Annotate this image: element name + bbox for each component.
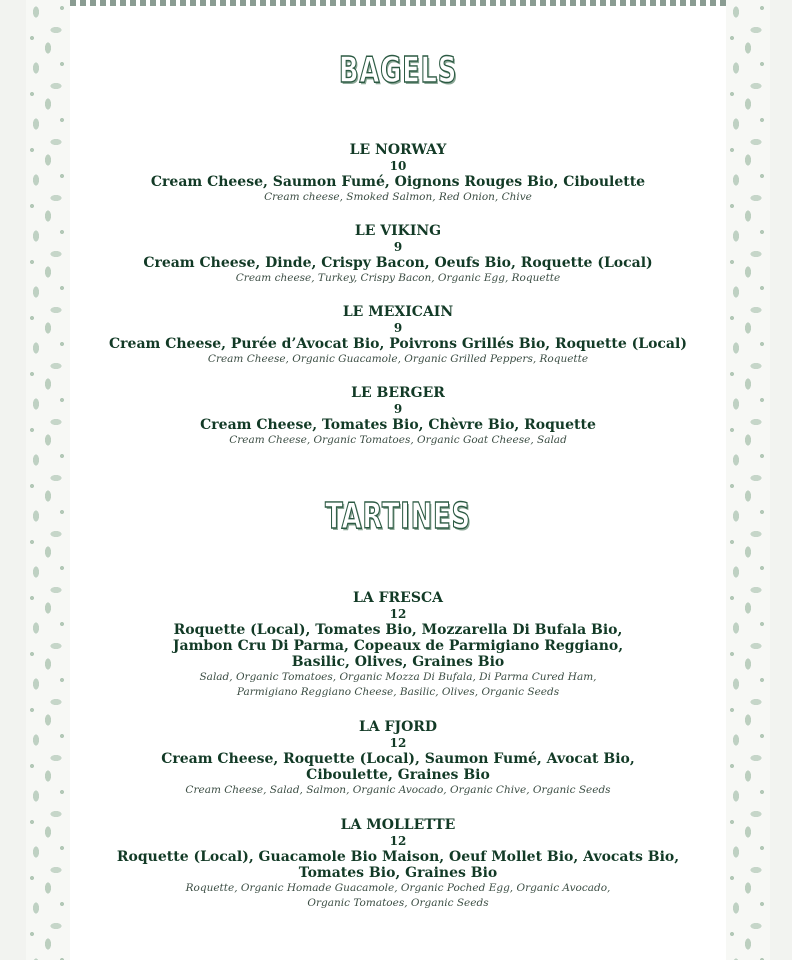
menu-page: [70, 0, 726, 960]
item-description-fr: Cream Cheese, Purée d’Avocat Bio, Poivrons Grillés Bio, Roquette (Local): [109, 336, 687, 352]
item-description-en: Roquette, Organic Homade Guacamole, Organic Poched Egg, Organic Avocado, Organic Tomatoes, Organic Seeds: [185, 882, 611, 909]
menu-item-le-berger: [70, 385, 726, 448]
menu-item-le-mexicain: [70, 304, 726, 367]
item-name: LE VIKING: [354, 223, 442, 239]
item-description-en: Salad, Organic Tomatoes, Organic Mozza Di Bufala, Di Parma Cured Ham, Parmigiano Reggiano Cheese, Basilic, Olives, Organic Seeds: [199, 671, 597, 698]
item-name: LE MEXICAIN: [342, 304, 454, 320]
menu-item-le-viking: [70, 223, 726, 286]
item-price: 9: [393, 402, 403, 416]
menu-item-la-fjord: [70, 719, 726, 798]
item-price: 9: [393, 321, 403, 335]
item-description-en: Cream Cheese, Organic Tomatoes, Organic Goat Cheese, Salad: [229, 434, 567, 446]
item-price: 12: [389, 834, 407, 848]
item-description-fr: Roquette (Local), Guacamole Bio Maison, Oeuf Mollet Bio, Avocats Bio, Tomates Bio, Graines Bio: [116, 849, 680, 881]
item-description-en: Cream cheese, Smoked Salmon, Red Onion, Chive: [264, 191, 532, 203]
item-name: LE BERGER: [351, 385, 445, 401]
item-description-fr: Cream Cheese, Tomates Bio, Chèvre Bio, Roquette: [200, 417, 596, 433]
item-description-en: Cream Cheese, Salad, Salmon, Organic Avocado, Organic Chive, Organic Seeds: [185, 784, 611, 796]
top-decorative-strip: [70, 0, 726, 6]
menu-item-la-fresca: [70, 590, 726, 700]
item-description-en: Cream cheese, Turkey, Crispy Bacon, Organic Egg, Roquette: [235, 272, 561, 284]
item-description-fr: Cream Cheese, Roquette (Local), Saumon Fumé, Avocat Bio, Ciboulette, Graines Bio: [161, 751, 635, 783]
item-name: LA MOLLETTE: [340, 817, 456, 833]
item-description-fr: Roquette (Local), Tomates Bio, Mozzarella Di Bufala Bio, Jambon Cru Di Parma, Copeaux de Parmigiano Reggiano, Basilic, Olives, Graines Bio: [172, 622, 624, 670]
menu-item-la-mollette: [70, 817, 726, 911]
item-price: 9: [393, 240, 403, 254]
menu-item-le-norway: [70, 142, 726, 205]
page-edge-left: [0, 0, 26, 960]
item-name: LA FRESCA: [353, 590, 443, 606]
floral-border-left: [26, 0, 70, 960]
item-price: 12: [389, 736, 407, 750]
item-description-fr: Cream Cheese, Dinde, Crispy Bacon, Oeufs Bio, Roquette (Local): [143, 255, 653, 271]
item-price: 12: [389, 607, 407, 621]
floral-border-right: [726, 0, 770, 960]
section-title-bagels: BAGELS: [338, 50, 458, 91]
item-description-fr: Cream Cheese, Saumon Fumé, Oignons Rouges Bio, Ciboulette: [150, 174, 646, 190]
item-name: LA FJORD: [358, 719, 438, 735]
item-name: LE NORWAY: [349, 142, 447, 158]
item-description-en: Cream Cheese, Organic Guacamole, Organic Grilled Peppers, Roquette: [207, 353, 589, 365]
section-title-tartines: TARTINES: [325, 496, 471, 537]
item-price: 10: [389, 159, 407, 173]
page-edge-right: [770, 0, 792, 960]
